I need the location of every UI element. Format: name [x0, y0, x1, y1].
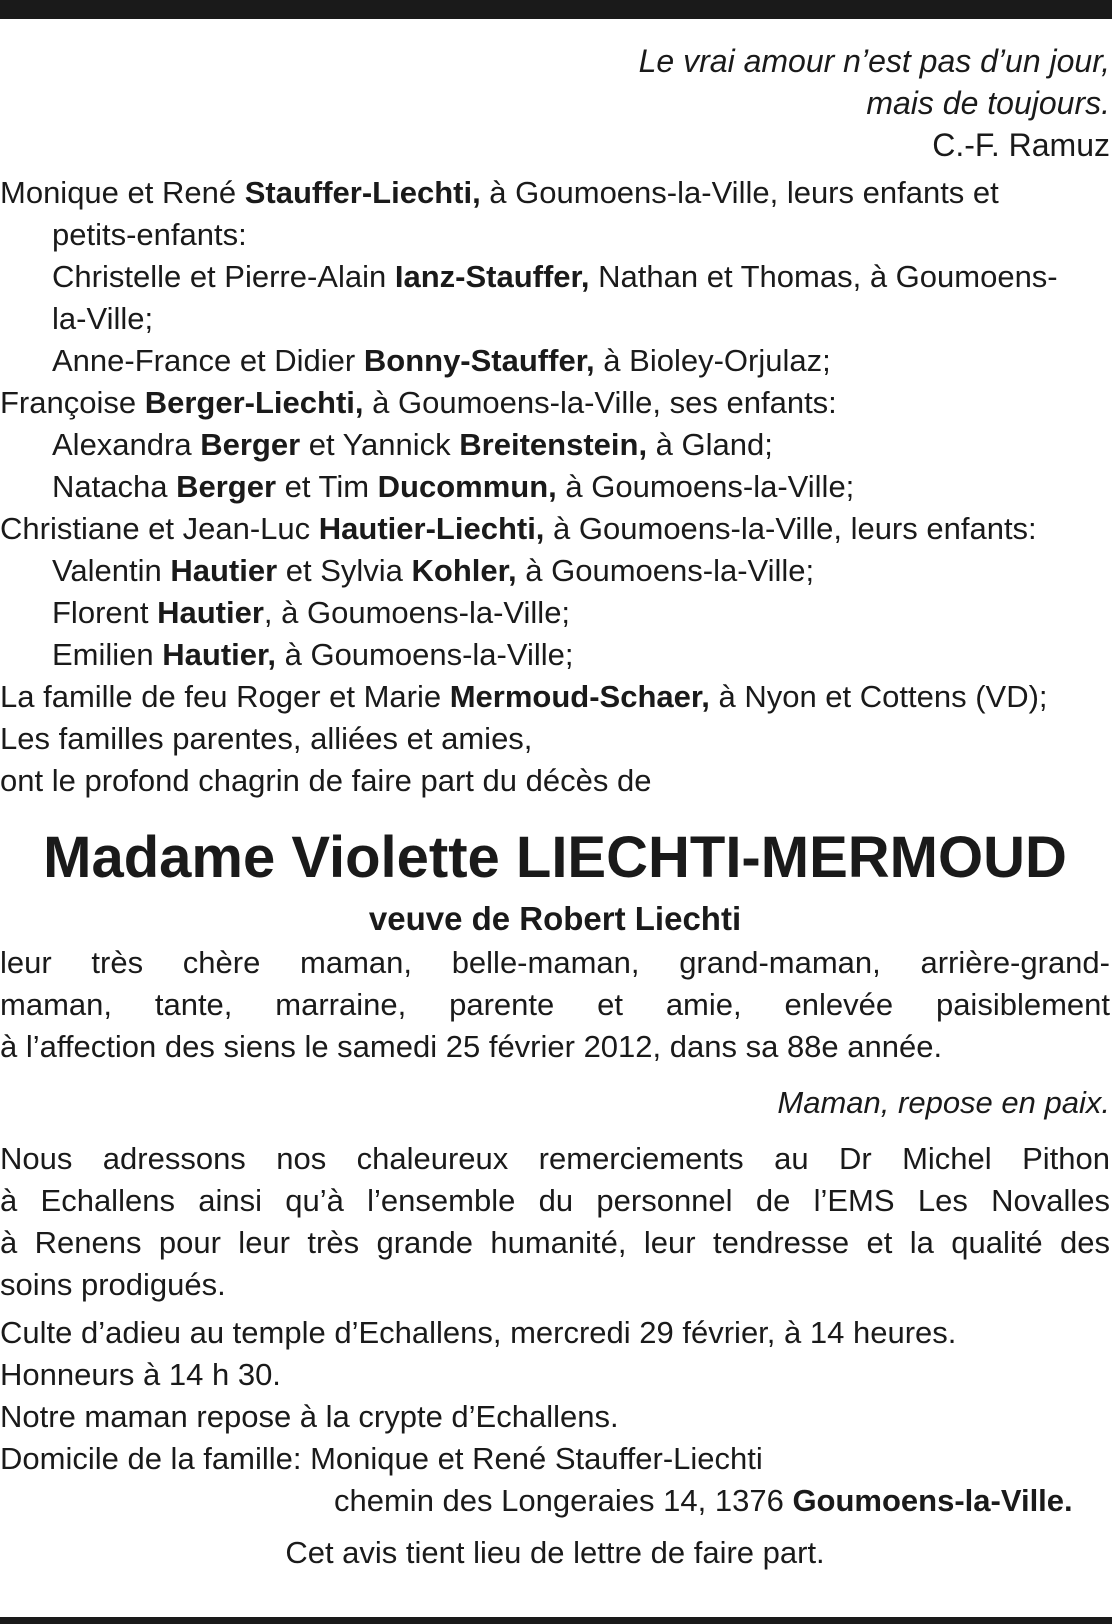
family-line	[0, 550, 1110, 592]
text: Emilien	[52, 637, 163, 672]
bottom-rule	[0, 1617, 1112, 1624]
epigraph-author: C.-F. Ramuz	[932, 127, 1110, 163]
text: chemin des Longeraies 14, 1376	[334, 1483, 793, 1518]
surname: Ducommun,	[377, 469, 557, 504]
tribute-paragraph	[0, 942, 1110, 1068]
ceremony-line: Notre maman repose à la crypte d’Echallens.	[0, 1399, 619, 1434]
text: Natacha	[52, 469, 177, 504]
text: à Goumoens-la-Ville;	[516, 553, 815, 588]
thanks-line: soins prodigués.	[0, 1267, 226, 1302]
ceremony-line: Culte d’adieu au temple d’Echallens, mercredi 29 février, à 14 heures.	[0, 1315, 957, 1350]
surname: Berger	[200, 427, 301, 462]
surname: Ianz-Stauffer,	[394, 259, 590, 294]
epigraph-line: mais de toujours.	[866, 85, 1110, 121]
widow-of: veuve de Robert Liechti	[368, 900, 742, 937]
text: à Goumoens-la-Ville;	[556, 469, 855, 504]
family-line	[0, 466, 1110, 508]
thanks-line: à Renens pour leur très grande humanité, leur tendresse et la qualité des	[0, 1225, 1110, 1260]
text: Alexandra	[52, 427, 201, 462]
surname: Mermoud-Schaer,	[449, 679, 710, 714]
family-line	[0, 256, 1110, 298]
text: Florent	[52, 595, 158, 630]
surname: Hautier	[170, 553, 278, 588]
ceremony-info	[0, 1312, 1110, 1522]
text: et Tim	[276, 469, 378, 504]
address-line	[0, 1480, 1110, 1522]
tribute-line: à l’affection des siens le samedi 25 février 2012, dans sa 88e année.	[0, 1029, 943, 1064]
text: à Goumoens-la-Ville, ses enfants:	[363, 385, 837, 420]
text: et Yannick	[300, 427, 460, 462]
top-rule	[0, 0, 1112, 19]
text: Christelle et Pierre-Alain	[52, 259, 395, 294]
surname: Hautier,	[162, 637, 276, 672]
text: à Goumoens-la-Ville, leurs enfants:	[544, 511, 1037, 546]
obituary-notice	[0, 40, 1110, 1574]
ceremony-line: Honneurs à 14 h 30.	[0, 1357, 281, 1392]
family-line	[0, 676, 1110, 718]
thanks-line: à Echallens ainsi qu’à l’ensemble du personnel de l’EMS Les Novalles	[0, 1183, 1110, 1218]
epigraph-line: Le vrai amour n’est pas d’un jour,	[638, 43, 1110, 79]
text: Monique et René	[0, 175, 245, 210]
thanks-line: Nous adressons nos chaleureux remerciements au Dr Michel Pithon	[0, 1141, 1110, 1176]
text: à Goumoens-la-Ville, leurs enfants et	[480, 175, 999, 210]
text: à Goumoens-la-Ville;	[275, 637, 574, 672]
family-line: Les familles parentes, alliées et amies,	[0, 721, 533, 756]
family-line	[0, 424, 1110, 466]
tribute-line: maman, tante, marraine, parente et amie, enlevée paisiblement	[0, 987, 1110, 1022]
family-line: ont le profond chagrin de faire part du décès de	[0, 763, 652, 798]
family-line: la-Ville;	[52, 301, 154, 336]
text: et Sylvia	[277, 553, 412, 588]
surname: Kohler,	[411, 553, 517, 588]
text: Christiane et Jean-Luc	[0, 511, 319, 546]
text: Nathan et Thomas, à Goumoens-	[589, 259, 1058, 294]
deceased-name: Madame Violette LIECHTI-MERMOUD	[43, 825, 1067, 890]
tribute-line: leur très chère maman, belle-maman, grand-maman, arrière-grand-	[0, 945, 1110, 980]
surname: Berger	[176, 469, 277, 504]
ceremony-line: Domicile de la famille: Monique et René Stauffer-Liechti	[0, 1441, 763, 1476]
text: à Nyon et Cottens (VD);	[709, 679, 1048, 714]
text: à Bioley-Orjulaz;	[594, 343, 831, 378]
surname: Breitenstein,	[459, 427, 648, 462]
family-line	[0, 340, 1110, 382]
rest-in-peace: Maman, repose en paix.	[777, 1085, 1110, 1120]
text: à Gland;	[647, 427, 773, 462]
family-line	[0, 172, 1110, 214]
town: Goumoens-la-Ville.	[792, 1483, 1073, 1518]
surname: Hautier-Liechti,	[318, 511, 545, 546]
family-line	[0, 592, 1110, 634]
text: Françoise	[0, 385, 145, 420]
epigraph	[0, 40, 1110, 166]
text: , à Goumoens-la-Ville;	[263, 595, 571, 630]
family-line	[0, 508, 1110, 550]
family-line	[0, 382, 1110, 424]
family-line: petits-enfants:	[52, 217, 247, 252]
closing-note: Cet avis tient lieu de lettre de faire part.	[285, 1535, 825, 1570]
text: Anne-France et Didier	[52, 343, 364, 378]
surname: Hautier	[157, 595, 264, 630]
surname: Bonny-Stauffer,	[363, 343, 595, 378]
text: Valentin	[52, 553, 171, 588]
surname: Stauffer-Liechti,	[244, 175, 481, 210]
text: La famille de feu Roger et Marie	[0, 679, 450, 714]
thanks-paragraph	[0, 1138, 1110, 1306]
surname: Berger-Liechti,	[144, 385, 364, 420]
family-line	[0, 634, 1110, 676]
family-list	[0, 172, 1110, 802]
